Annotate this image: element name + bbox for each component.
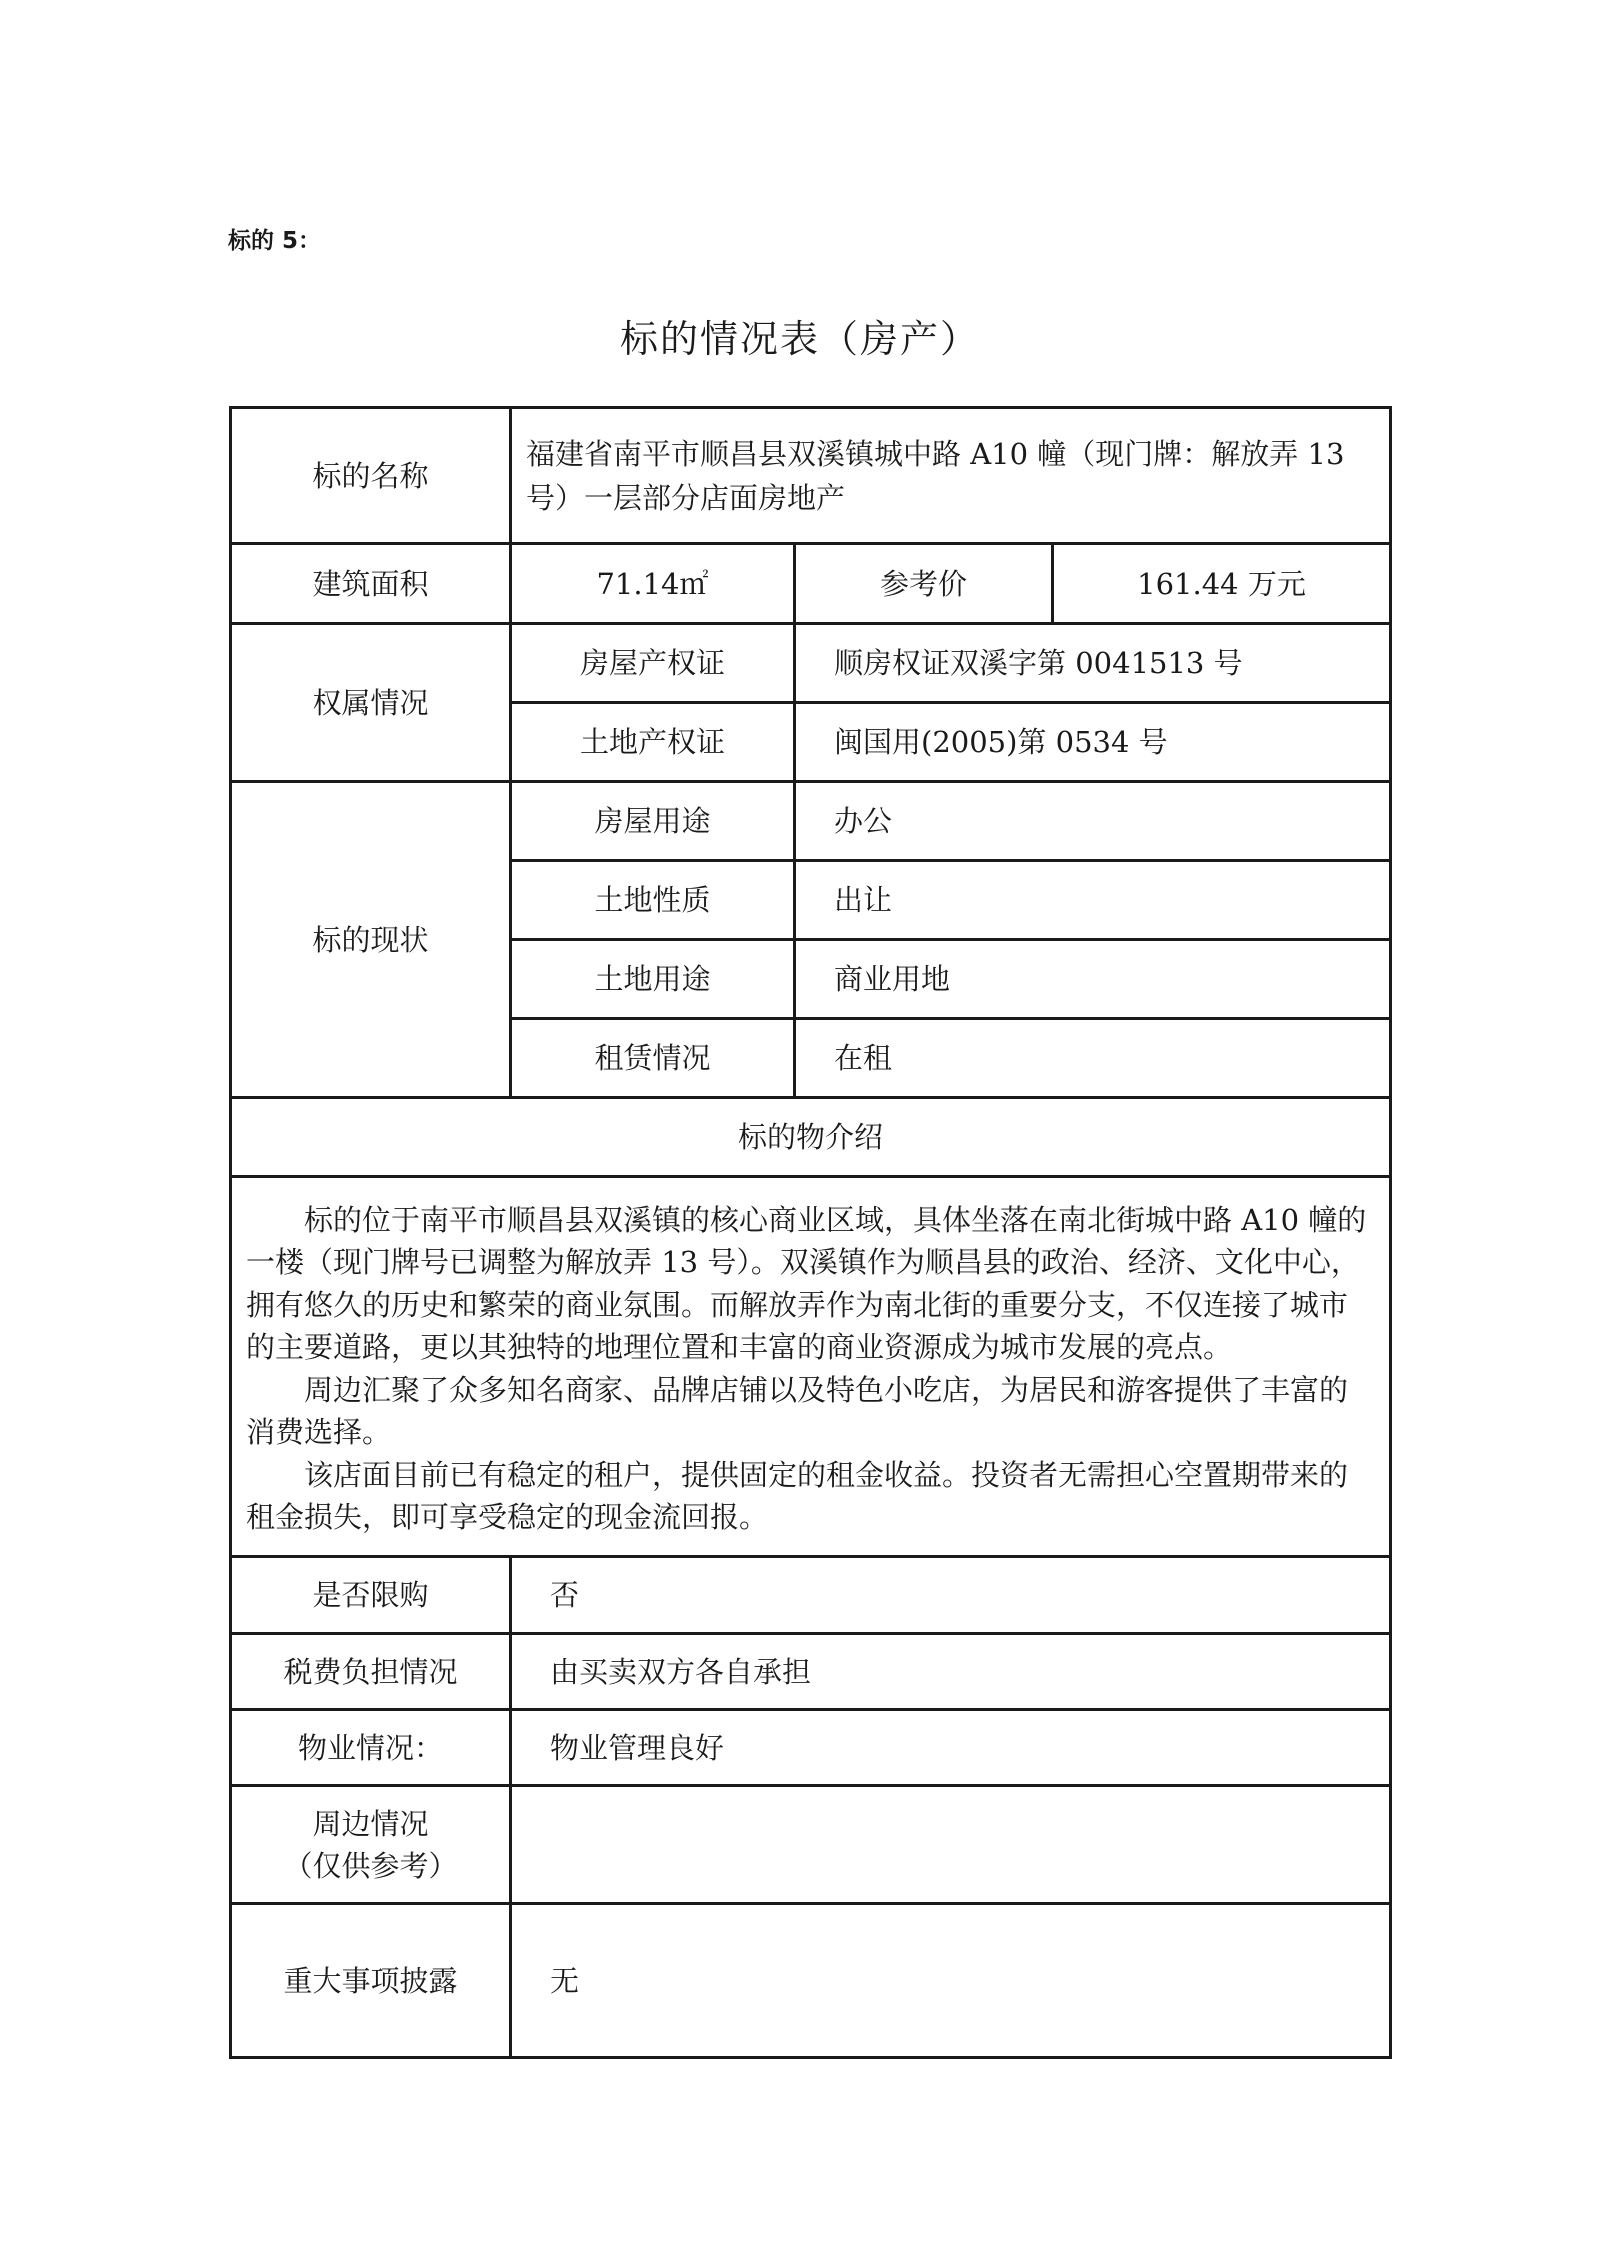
lot-label: 标的 5： (228, 228, 322, 254)
land-use-value: 商业用地 (795, 940, 1391, 1019)
intro-paragraph: 该店面目前已有稳定的租户，提供固定的租金收益。投资者无需担心空置期带来的租金损失，即可享受稳定的现金流回报。 (246, 1457, 1349, 1534)
lease-value: 在租 (795, 1019, 1391, 1098)
area-label: 建筑面积 (231, 544, 511, 624)
surroundings-row (231, 1786, 1391, 1904)
area-row (231, 544, 1391, 624)
house-use-value: 办公 (795, 782, 1391, 861)
property-mgmt-label: 物业情况： (231, 1710, 511, 1786)
name-row (231, 408, 1391, 544)
ownership-row (231, 624, 1391, 703)
property-mgmt-row (231, 1710, 1391, 1786)
lease-label: 租赁情况 (511, 1019, 795, 1098)
page-title: 标的情况表（房产） (619, 317, 980, 361)
surroundings-label-line2: （仅供参考） (283, 1848, 458, 1883)
reference-price-label: 参考价 (795, 544, 1053, 624)
house-cert-value: 顺房权证双溪字第 0041513 号 (795, 624, 1391, 703)
area-value: 71.14㎡ (511, 544, 795, 624)
disclosure-label: 重大事项披露 (231, 1904, 511, 2058)
surroundings-label (231, 1786, 511, 1904)
house-use-label: 房屋用途 (511, 782, 795, 861)
surroundings-label-line1: 周边情况 (312, 1806, 429, 1841)
land-cert-value: 闽国用(2005)第 0534 号 (795, 703, 1391, 782)
tax-label: 税费负担情况 (231, 1634, 511, 1710)
restriction-row (231, 1557, 1391, 1634)
intro-heading-row (231, 1098, 1391, 1177)
status-row (231, 782, 1391, 861)
tax-row (231, 1634, 1391, 1710)
disclosure-value: 无 (511, 1904, 1391, 2058)
name-label: 标的名称 (231, 408, 511, 544)
intro-paragraph: 标的位于南平市顺昌县双溪镇的核心商业区域，具体坐落在南北街城中路 A10 幢的一楼（现门牌号已调整为解放弄 13 号）。双溪镇作为顺昌县的政治、经济、文化中心，拥有悠久的历史和繁荣的商业氛围。而解放弄作为南北街的重要分支，不仅连接了城市的主要道路，更以其独特的地理位置和丰富的商业资源成为城市发展的亮点。 (246, 1202, 1367, 1364)
land-nature-value: 出让 (795, 861, 1391, 940)
surroundings-value (511, 1786, 1391, 1904)
status-label: 标的现状 (231, 782, 511, 1098)
property-info-table (229, 406, 1392, 2059)
name-value: 福建省南平市顺昌县双溪镇城中路 A10 幢（现门牌：解放弄 13 号）一层部分店面房地产 (511, 408, 1391, 544)
intro-heading: 标的物介绍 (231, 1098, 1391, 1177)
restriction-value: 否 (511, 1557, 1391, 1634)
land-nature-label: 土地性质 (511, 861, 795, 940)
disclosure-row (231, 1904, 1391, 2058)
house-cert-label: 房屋产权证 (511, 624, 795, 703)
ownership-label: 权属情况 (231, 624, 511, 782)
reference-price-value: 161.44 万元 (1053, 544, 1391, 624)
intro-body-row (231, 1177, 1391, 1557)
land-cert-label: 土地产权证 (511, 703, 795, 782)
intro-paragraph: 周边汇聚了众多知名商家、品牌店铺以及特色小吃店，为居民和游客提供了丰富的消费选择。 (246, 1372, 1349, 1449)
intro-body (231, 1177, 1391, 1557)
tax-value: 由买卖双方各自承担 (511, 1634, 1391, 1710)
land-use-label: 土地用途 (511, 940, 795, 1019)
property-mgmt-value: 物业管理良好 (511, 1710, 1391, 1786)
restriction-label: 是否限购 (231, 1557, 511, 1634)
